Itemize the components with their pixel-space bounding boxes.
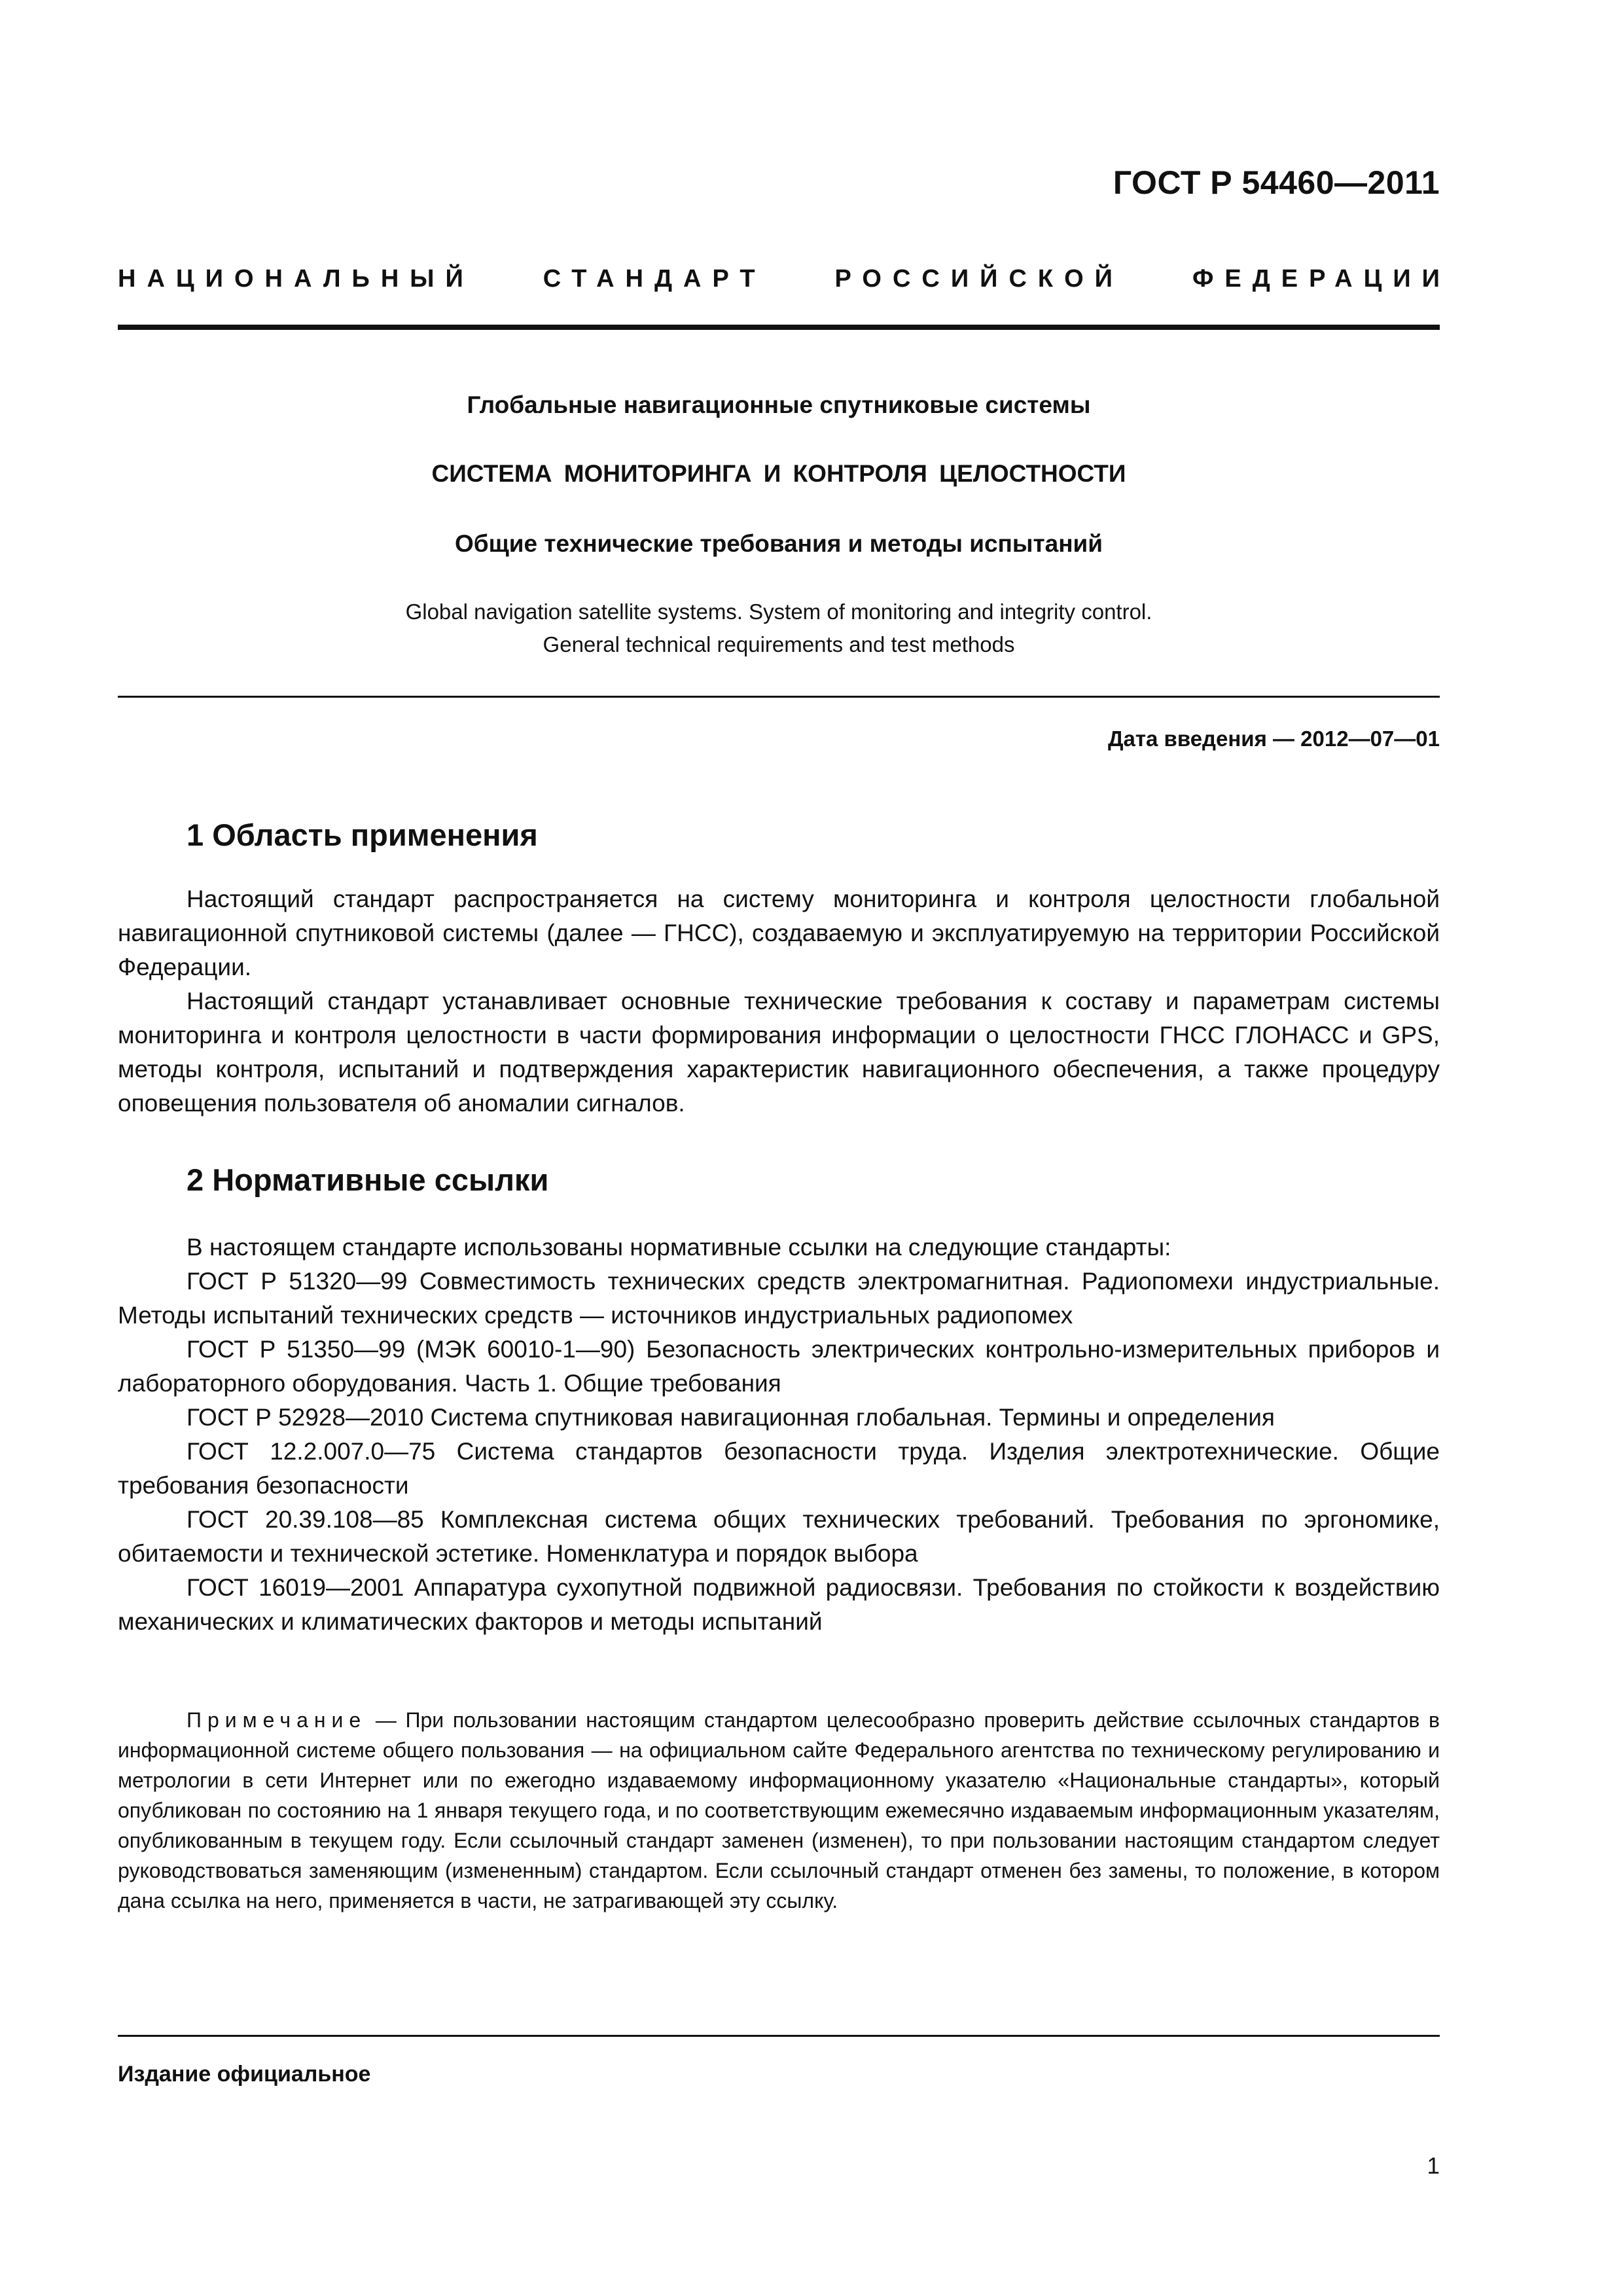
- reference-item: ГОСТ 12.2.007.0—75 Система стандартов безопасности труда. Изделия электротехнические. Общие требования безопасности: [118, 1438, 1440, 1499]
- paragraph: Настоящий стандарт устанавливает основные технические требования к составу и параметрам системы мониторинга и контроля целостности в части формирования информации о целостности ГНСС ГЛОНАСС и GPS, методы контроля, испытаний и подтверждения характеристик навигационного обеспечения, а также процедуру оповещения пользователя об аномалии сигналов.: [118, 988, 1440, 1117]
- official-edition-label: Издание официальное: [118, 2062, 371, 2087]
- standard-banner: [118, 265, 1451, 293]
- gost-number: ГОСТ Р 54460—2011: [1113, 164, 1440, 201]
- section-1-body: [118, 882, 1440, 1121]
- section-heading-2: 2 Нормативные ссылки: [187, 1162, 549, 1197]
- english-title-line-2: General technical requirements and test methods: [543, 632, 1015, 656]
- english-title: [118, 596, 1440, 661]
- header-divider: [118, 325, 1440, 330]
- title-line-1: Глобальные навигационные спутниковые системы: [467, 391, 1091, 418]
- note-text: — При пользовании настоящим стандартом целесообразно проверить действие ссылочных стандартов в информационной системе общего пользования — на официальном сайте Федерального агентства по техническому регулированию и метрологии в сети Интернет или по ежегодно издаваемому информационному указателю «Национальные стандарты», который опубликован по состоянию на 1 января текущего года, и по соответствующим ежемесячно издаваемым информационным указателям, опубликованным в текущем году. Если ссылочный стандарт заменен (изменен), то при пользовании настоящим стандартом следует руководствоваться заменяющим (измененным) стандартом. Если ссылочный стандарт отменен без замены, то положение, в котором дана ссылка на него, применяется в части, не затрагивающей эту ссылку.: [118, 1708, 1440, 1912]
- title-divider: [118, 696, 1440, 698]
- reference-item: ГОСТ 16019—2001 Аппаратура сухопутной подвижной радиосвязи. Требования по стойкости к воздействию механических и климатических факторов и методы испытаний: [118, 1574, 1440, 1635]
- section-heading-1: 1 Область применения: [187, 817, 538, 852]
- paragraph: Настоящий стандарт распространяется на систему мониторинга и контроля целостности глобальной навигационной спутниковой системы (далее — ГНСС), создаваемую и эксплуатируемую на территории Российской Федерации.: [118, 886, 1440, 980]
- reference-item: ГОСТ Р 51320—99 Совместимость технических средств электромагнитная. Радиопомехи индустриальные. Методы испытаний технических средств — источников индустриальных радиопомех: [118, 1268, 1440, 1329]
- reference-item: ГОСТ Р 52928—2010 Система спутниковая навигационная глобальная. Термины и определения: [187, 1404, 1275, 1431]
- title-line-3: Общие технические требования и методы испытаний: [454, 530, 1103, 557]
- page-number: 1: [1427, 2153, 1440, 2179]
- title-line-2: СИСТЕМА МОНИТОРИНГА И КОНТРОЛЯ ЦЕЛОСТНОСТИ: [431, 460, 1126, 487]
- reference-item: ГОСТ Р 51350—99 (МЭК 60010-1—90) Безопасность электрических контрольно-измерительных приборов и лабораторного оборудования. Часть 1. Общие требования: [118, 1336, 1440, 1397]
- intro-date: Дата введения — 2012—07—01: [1108, 726, 1440, 751]
- english-title-line-1: Global navigation satellite systems. System of monitoring and integrity control.: [405, 600, 1152, 624]
- section-2-body: [118, 1230, 1440, 1639]
- banner-word: ФЕДЕРАЦИИ: [1192, 265, 1451, 293]
- reference-item: ГОСТ 20.39.108—85 Комплексная система общих технических требований. Требования по эргономике, обитаемости и технической эстетике. Номенклатура и порядок выбора: [118, 1506, 1440, 1567]
- note-label: Примечание: [187, 1708, 367, 1732]
- banner-word: НАЦИОНАЛЬНЫЙ: [118, 265, 474, 293]
- footer-divider: [118, 2035, 1440, 2037]
- banner-word: СТАНДАРТ: [543, 265, 766, 293]
- paragraph: В настоящем стандарте использованы нормативные ссылки на следующие стандарты:: [187, 1234, 1171, 1261]
- banner-word: РОССИЙСКОЙ: [834, 265, 1124, 293]
- note: [118, 1705, 1440, 1916]
